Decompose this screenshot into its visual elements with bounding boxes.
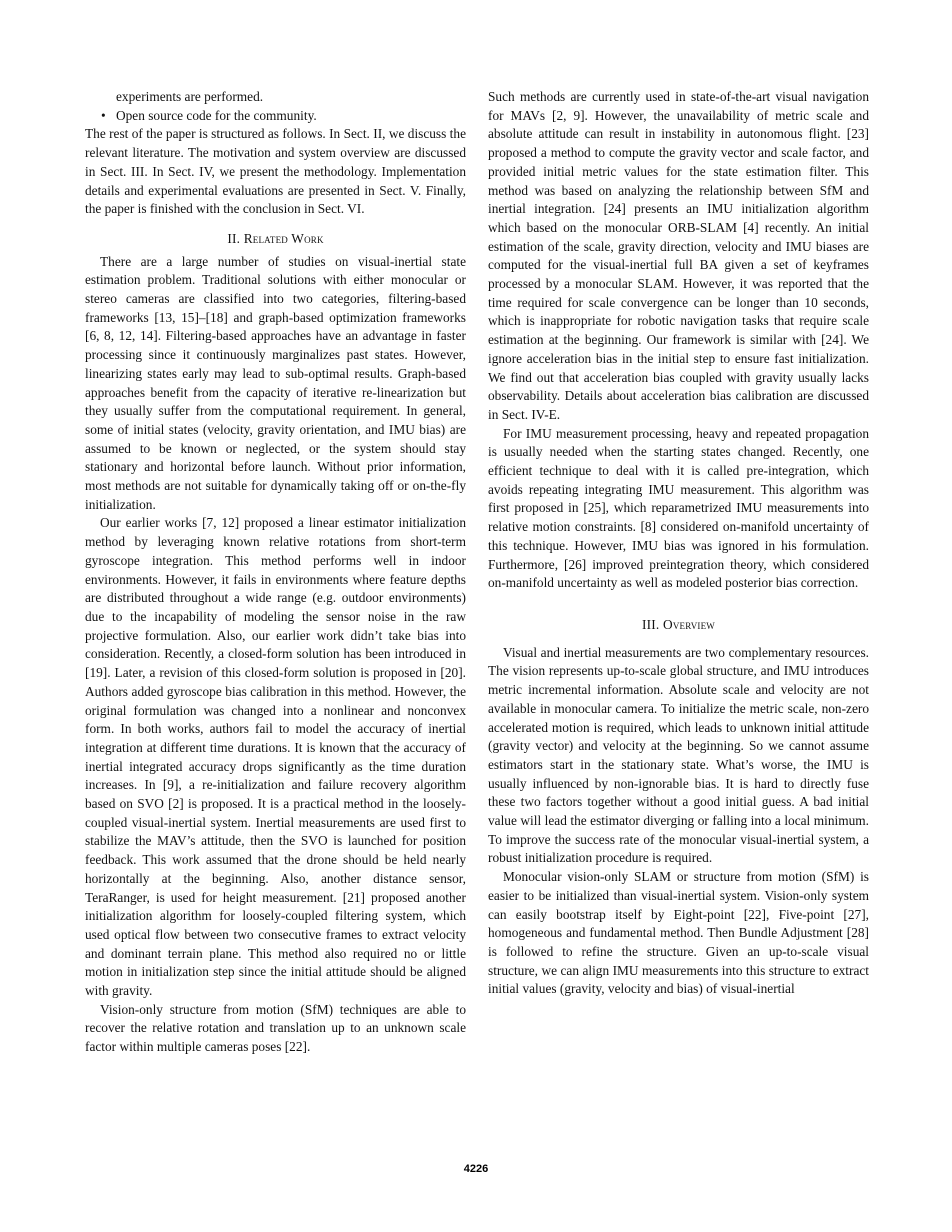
related-work-paragraph-3: Vision-only structure from motion (SfM) techniques are able to recover the relative rotation and translation up to an unknown scale factor within multiple cameras poses [22]. [85,1001,466,1055]
related-work-paragraph-2: Our earlier works [7, 12] proposed a linear estimator initialization method by leveraging known relative rotations from short-term gyroscope integration. This method performs well in indoor environments. However, it fails in environments where feature depths are distributed throughout a wide range (e.g. outdoor environments) due to the incapability of modeling the sensor noise in the raw projective formulation. Also, our earlier work didn’t take bias into consideration. Recently, a closed-form solution has been introduced in [19]. Later, a revision of this closed-form solution is proposed in [20]. Authors added gyroscope bias calibration in this method. However, the original formulation was changed into a nonlinear and nonconvex form. In both works, authors fail to model the accuracy of inertial integration at different time durations. It is known that the accuracy of inertial integrated accuracy drops significantly as the time duration increases. In [9], a re-initialization and failure recovery algorithm based on SVO [2] is proposed. It is a practical method in the loosely-coupled visual-inertial system. Inertial measurements are used first to stabilize the MAV’s attitude, then the SVO is launched for position feedback. This work assumed that the drone should be held nearly horizontally at the beginning. Also, another distance sensor, TeraRanger, is used for height measurement. [21] proposed another initialization algorithm for loosely-coupled filtering system, which used optical flow between two consecutive frames to extract velocity and dominant terrain plane. This method also required no or little motion in initialization step since the initial attitude should be aligned with gravity. [85,515,466,999]
contribution-list [85,88,466,125]
paper-page [85,88,869,1150]
section-heading-related-work: II. Related Work [227,230,324,246]
related-work-paragraph-1: There are a large number of studies on visual-inertial state estimation problem. Traditional solutions with either monocular or stereo cameras are classified into two categories, filtering-based frameworks [13, 15]–[18] and graph-based optimization frameworks [6, 8, 12, 14]. Filtering-based approaches have an advantage in faster processing since it continuously marginalizes past states. However, linearizing states early may lead to sub-optimal results. Graph-based approaches benefit from the capacity of iterative re-linearization but they usually suffer from the computational requirement. In general, some of initial states (velocity, gravity orientation, and IMU bias) are assumed to be known or neglected, or the system should stay stationary and horizontal before launch. Without prior information, most methods are not suitable for dynamically taking off or on-the-fly initialization. [85,253,466,512]
left-column [85,88,466,1150]
bullet-continuation: experiments are performed. [116,89,264,104]
continued-paragraph: Such methods are currently used in state-of-the-art visual navigation for MAVs [2, 9]. However, the unavailability of metric scale and absolute attitude can result in instability in autonomous flight. [23] proposed a method to compute the gravity vector and scale factor, and provided initial metric values for the state estimation filter. This method was based on analyzing the relationship between SfM and inertial integration. [24] presents an IMU initialization algorithm which based on the monocular ORB-SLAM [4] recently. An initial estimation of the scale, gravity direction, velocity and IMU biases are computed for the visual-inertial full BA given a set of keyframes processed by a monocular SLAM. However, it was reported that the time required for scale convergence can be longer than 10 seconds, which is inappropriate for robotic navigation tasks that require scale estimation at the beginning. Our framework is similar with [24]. We ignore acceleration bias in the initial step to ensure fast initialization. We find out that acceleration bias coupled with gravity usually lacks observability. Details about acceleration bias calibration are discussed in Sect. IV-E. [488,89,869,422]
bullet-dot-icon: • [101,107,106,123]
overview-paragraph-2: Monocular vision-only SLAM or structure from motion (SfM) is easier to be initialized than visual-inertial system. Vision-only system can easily bootstrap itself by Eight-point [22], Five-point [27], homogeneous and fundamental method. Then Bundle Adjustment [28] is followed to refine the structure. Given an up-to-scale visual structure, we can align IMU measurements into this structure to extract initial values (gravity, velocity and bias) of visual-inertial [488,869,869,997]
section-heading-overview: III. Overview [641,616,716,632]
intro-paragraph: The rest of the paper is structured as follows. In Sect. II, we discuss the relevant literature. The motivation and system overview are discussed in Sect. III. In Sect. IV, we present the methodology. Implementation details and experimental evaluations are presented in Sect. V. Finally, the paper is finished with the conclusion in Sect. VI. [85,126,466,217]
page-number: 4226 [463,1163,489,1175]
bullet-item: • Open source code for the community. [85,107,466,126]
right-column [488,88,869,1150]
imu-paragraph: For IMU measurement processing, heavy and repeated propagation is usually needed when the starting states changed. Recently, one efficient technique to deal with it is called pre-integration, which avoids repeating integrating IMU measurement. This algorithm was first proposed in [25], which reparametrized IMU measurements into relative motion constraints. [8] considered on-manifold uncertainty of this technique. However, IMU bias was ignored in his formulation. Furthermore, [26] improved preintegration theory, which considered on-manifold uncertainty as well as modeled posterior bias correction. [488,425,869,591]
overview-paragraph-1: Visual and inertial measurements are two complementary resources. The vision represents up-to-scale global structure, and IMU introduces metric incremental information. Absolute scale and velocity are not available in monocular camera. To initialize the metric scale, non-zero accelerated motion is required, which leads to unknown initial attitude (gravity vector) and velocity at the beginning. So we cannot assume estimators start in the stationary state. What’s worse, the IMU is usually influenced by non-ignorable bias. It is hard to directly fuse these two factors together without a good initial guess. A bad initial value will lead the estimator diverging or falling into a local minimum. To improve the success rate of the monocular visual-inertial system, a robust initialization procedure is required. [488,644,869,866]
